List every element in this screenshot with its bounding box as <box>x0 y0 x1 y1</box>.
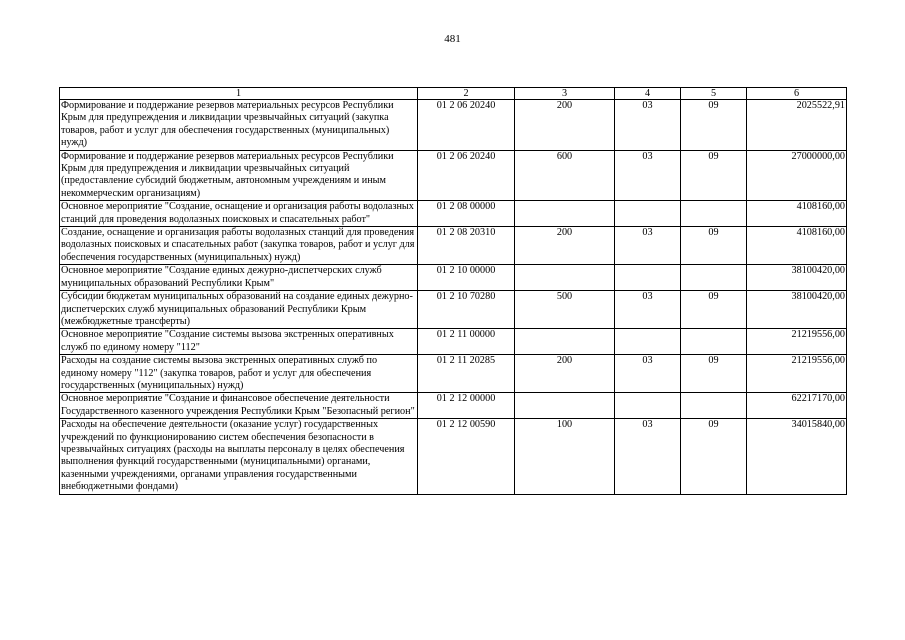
cell-target-article: 01 2 10 70280 <box>418 291 515 329</box>
cell-section: 03 <box>615 355 681 393</box>
cell-subsection: 09 <box>681 355 747 393</box>
cell-subsection: 09 <box>681 291 747 329</box>
cell-section <box>615 265 681 291</box>
table-row <box>60 227 847 265</box>
cell-expense-name: Основное мероприятие "Создание и финансовое обеспечение деятельности Государственного казенного учреждения Республики Крым "Безопасный регион" <box>60 393 418 419</box>
header-col-2: 2 <box>418 88 515 100</box>
cell-section <box>615 393 681 419</box>
header-col-5: 5 <box>681 88 747 100</box>
cell-subsection: 09 <box>681 419 747 494</box>
table-row <box>60 419 847 494</box>
cell-expense-name: Основное мероприятие "Создание системы вызова экстренных оперативных служб по единому номеру "112" <box>60 329 418 355</box>
header-col-6: 6 <box>747 88 847 100</box>
cell-expense-type <box>515 201 615 227</box>
cell-expense-name: Основное мероприятие "Создание единых дежурно-диспетчерских служб муниципальных образований Республики Крым" <box>60 265 418 291</box>
header-col-4: 4 <box>615 88 681 100</box>
cell-target-article: 01 2 11 20285 <box>418 355 515 393</box>
cell-subsection <box>681 265 747 291</box>
cell-amount: 2025522,91 <box>747 100 847 151</box>
cell-expense-type <box>515 329 615 355</box>
table-row <box>60 291 847 329</box>
cell-target-article: 01 2 08 00000 <box>418 201 515 227</box>
cell-expense-type: 100 <box>515 419 615 494</box>
header-row <box>60 88 847 100</box>
cell-expense-type: 200 <box>515 100 615 151</box>
cell-amount: 21219556,00 <box>747 355 847 393</box>
table-row <box>60 265 847 291</box>
cell-target-article: 01 2 11 00000 <box>418 329 515 355</box>
cell-expense-name: Расходы на создание системы вызова экстренных оперативных служб по единому номеру "112" (закупка товаров, работ и услуг для обеспечения государственных (муниципальных) нужд) <box>60 355 418 393</box>
cell-subsection: 09 <box>681 100 747 151</box>
table-row <box>60 150 847 201</box>
cell-subsection <box>681 393 747 419</box>
cell-subsection <box>681 201 747 227</box>
cell-amount: 4108160,00 <box>747 201 847 227</box>
cell-expense-name: Формирование и поддержание резервов материальных ресурсов Республики Крым для предупреждения и ликвидации чрезвычайных ситуаций (закупка товаров, работ и услуг для обеспечения государственных (муниципальных) нужд) <box>60 100 418 151</box>
budget-table <box>59 87 847 495</box>
cell-expense-type <box>515 265 615 291</box>
cell-section: 03 <box>615 419 681 494</box>
cell-section: 03 <box>615 291 681 329</box>
cell-expense-name: Расходы на обеспечение деятельности (оказание услуг) государственных учреждений по функционированию систем обеспечения безопасности в чрезвычайных ситуациях (расходы на выплаты персоналу в целях обеспечения выполнения функций государственными (муниципальными) органами, казенными учреждениями, органами управления государственными внебюджетными фондами) <box>60 419 418 494</box>
cell-expense-type: 600 <box>515 150 615 201</box>
cell-subsection <box>681 329 747 355</box>
cell-section <box>615 329 681 355</box>
cell-target-article: 01 2 06 20240 <box>418 150 515 201</box>
cell-expense-type: 500 <box>515 291 615 329</box>
cell-expense-name: Субсидии бюджетам муниципальных образований на создание единых дежурно-диспетчерских служб муниципальных образований Республики Крым (межбюджетные трансферты) <box>60 291 418 329</box>
table-row <box>60 393 847 419</box>
table-row <box>60 201 847 227</box>
header-col-3: 3 <box>515 88 615 100</box>
cell-target-article: 01 2 08 20310 <box>418 227 515 265</box>
cell-expense-type: 200 <box>515 227 615 265</box>
cell-expense-type: 200 <box>515 355 615 393</box>
table-body <box>60 100 847 495</box>
cell-section: 03 <box>615 150 681 201</box>
table-row <box>60 329 847 355</box>
cell-amount: 38100420,00 <box>747 265 847 291</box>
cell-amount: 27000000,00 <box>747 150 847 201</box>
cell-subsection: 09 <box>681 227 747 265</box>
cell-amount: 21219556,00 <box>747 329 847 355</box>
cell-target-article: 01 2 12 00590 <box>418 419 515 494</box>
table-row <box>60 100 847 151</box>
cell-expense-type <box>515 393 615 419</box>
cell-section <box>615 201 681 227</box>
cell-section: 03 <box>615 227 681 265</box>
cell-expense-name: Формирование и поддержание резервов материальных ресурсов Республики Крым для предупреждения и ликвидации чрезвычайных ситуаций (предоставление субсидий бюджетным, автономным учреждениям и иным некоммерческим организациям) <box>60 150 418 201</box>
cell-amount: 4108160,00 <box>747 227 847 265</box>
cell-section: 03 <box>615 100 681 151</box>
cell-target-article: 01 2 12 00000 <box>418 393 515 419</box>
cell-expense-name: Основное мероприятие "Создание, оснащение и организация работы водолазных станций для проведения водолазных поисковых и спасательных работ" <box>60 201 418 227</box>
cell-subsection: 09 <box>681 150 747 201</box>
cell-target-article: 01 2 06 20240 <box>418 100 515 151</box>
table-row <box>60 355 847 393</box>
cell-amount: 34015840,00 <box>747 419 847 494</box>
cell-target-article: 01 2 10 00000 <box>418 265 515 291</box>
cell-amount: 38100420,00 <box>747 291 847 329</box>
header-col-1: 1 <box>60 88 418 100</box>
page-number: 481 <box>444 33 461 45</box>
cell-amount: 62217170,00 <box>747 393 847 419</box>
cell-expense-name: Создание, оснащение и организация работы водолазных станций для проведения водолазных поисковых и спасательных работ (закупка товаров, работ и услуг для обеспечения государственных (муниципальных) нужд) <box>60 227 418 265</box>
